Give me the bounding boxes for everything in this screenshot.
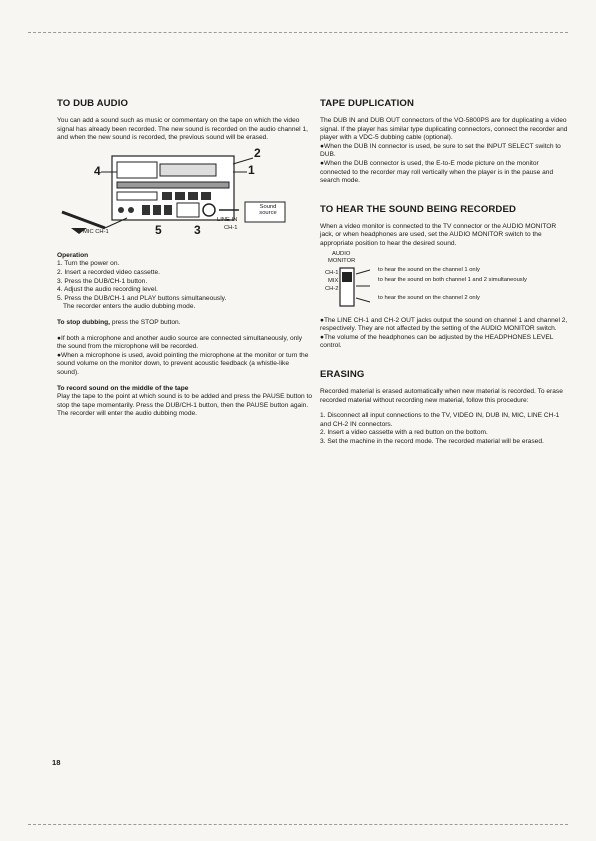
- tape-duplication-note2: ●When the DUB connector is used, the E-to-E mode picture on the monitor connected to the recorder may roll vertically when the player is in the pause and search mode.: [320, 159, 554, 185]
- switch-label-mix: MIX: [328, 277, 339, 284]
- erasing-heading: ERASING: [320, 368, 365, 380]
- dub-audio-heading: TO DUB AUDIO: [57, 98, 129, 109]
- audio-monitor-title2: MONITOR: [328, 257, 356, 264]
- page-number: 18: [52, 758, 61, 767]
- middle-tape-title: To record sound on the middle of the tape: [57, 384, 189, 392]
- operation-step: 1. Turn the power on.: [57, 260, 120, 268]
- stop-dubbing-bold: To stop dubbing,: [57, 318, 110, 326]
- hear-sound-heading: TO HEAR THE SOUND BEING RECORDED: [320, 203, 516, 215]
- ch1-label: CH-1: [224, 224, 238, 231]
- dub-audio-intro: You can add a sound such as music or commentary on the tape on which the video signal has already been recorded. The new sound is recorded on the audio channel 1, and when the new sound is recorded, the previous sound will be erased.: [57, 117, 308, 142]
- hear-sound-text: When a video monitor is connected to the TV connector or the AUDIO MONITOR jack, or when headphones are used, set the AUDIO MONITOR switch to the appropriate position to hear the desired sound.: [320, 222, 557, 247]
- top-rule: [28, 32, 568, 33]
- operation-step: 3. Press the DUB/CH-1 button.: [57, 277, 148, 285]
- erasing-step: 2. Insert a video cassette with a red button on the bottom.: [320, 429, 488, 437]
- operation-step: The recorder enters the audio dubbing mode.: [63, 303, 196, 311]
- note-feedback: ●When a microphone is used, avoid pointing the microphone at the monitor or turn the sound volume on the monitor down, to prevent acoustic feedback (a whistle-like sound).: [57, 351, 309, 376]
- audio-monitor-title1: AUDIO: [332, 250, 351, 257]
- erasing-intro: Recorded material is erased automatically when new material is recorded. To erase recorded material without recording new material, follow this procedure:: [320, 387, 563, 404]
- operation-step: 4. Adjust the audio recording level.: [57, 286, 158, 294]
- right-column: [320, 98, 570, 446]
- audio-monitor-diagram: [320, 251, 570, 311]
- operation-step: 5. Press the DUB/CH-1 and PLAY buttons simultaneously.: [57, 294, 227, 302]
- callout-5: 5: [155, 222, 162, 237]
- line-out-note: ●The LINE CH-1 and CH-2 OUT jacks output the sound on channel 1 and channel 2, respectively. They are not affected by the setting of the AUDIO MONITOR switch.: [320, 316, 568, 333]
- operation-title: Operation: [57, 251, 89, 259]
- stop-dubbing-text: [57, 319, 312, 328]
- callout-4: 4: [94, 163, 101, 178]
- stop-dubbing-rest: press the STOP button.: [109, 318, 181, 326]
- bottom-rule: [28, 824, 568, 825]
- callout-1: 1: [248, 162, 255, 177]
- switch-desc-ch1: to hear the sound on the channel 1 only: [378, 266, 480, 273]
- dub-audio-figure: [57, 145, 287, 240]
- tape-duplication-note1: ●When the DUB IN connector is used, be sure to set the INPUT SELECT switch to DUB.: [320, 142, 561, 159]
- middle-tape-text: Play the tape to the point at which sound is to be added and press the PAUSE button to stop the tape momentarily. Press the DUB/CH-1 button, then the PAUSE button again. The recorder will enter the audio dubbing mode.: [57, 393, 313, 418]
- note-microphone: ●If both a microphone and another audio source are connected simultaneously, only the sound from the microphone will be recorded.: [57, 334, 303, 351]
- switch-desc-mix: to hear the sound on both channel 1 and 2 simultaneously: [378, 276, 527, 283]
- switch-label-ch1: CH-1: [325, 269, 339, 276]
- headphones-note: ●The volume of the headphones can be adjusted by the HEADPHONES LEVEL control.: [320, 333, 554, 350]
- callout-2: 2: [254, 145, 261, 160]
- operation-step: 2. Insert a recorded video cassette.: [57, 268, 160, 276]
- switch-desc-ch2: to hear the sound on the channel 2 only: [378, 294, 480, 301]
- sound-source-label: Sound source: [259, 203, 277, 217]
- tape-duplication-text: The DUB IN and DUB OUT connectors of the VO-5800PS are for duplicating a video signal. If the player has similar type duplicating connectors, connect the recorder and player with a VDC-5 dubbing cable (optional).: [320, 117, 568, 142]
- operation-steps: [57, 260, 312, 312]
- callout-3: 3: [194, 222, 201, 237]
- left-column: [57, 98, 312, 419]
- mic-ch1-label: MIC CH-1: [83, 228, 109, 235]
- erasing-steps: [320, 412, 570, 446]
- line-in-label: LINE IN: [217, 216, 238, 223]
- erasing-step: 3. Set the machine in the record mode. The recorded material will be erased.: [320, 437, 544, 445]
- switch-label-ch2: CH-2: [325, 285, 339, 292]
- tape-duplication-heading: TAPE DUPLICATION: [320, 98, 414, 109]
- erasing-step: 1. Disconnect all input connections to the TV, VIDEO IN, DUB IN, MIC, LINE CH-1 and CH-2 IN connectors.: [320, 412, 560, 428]
